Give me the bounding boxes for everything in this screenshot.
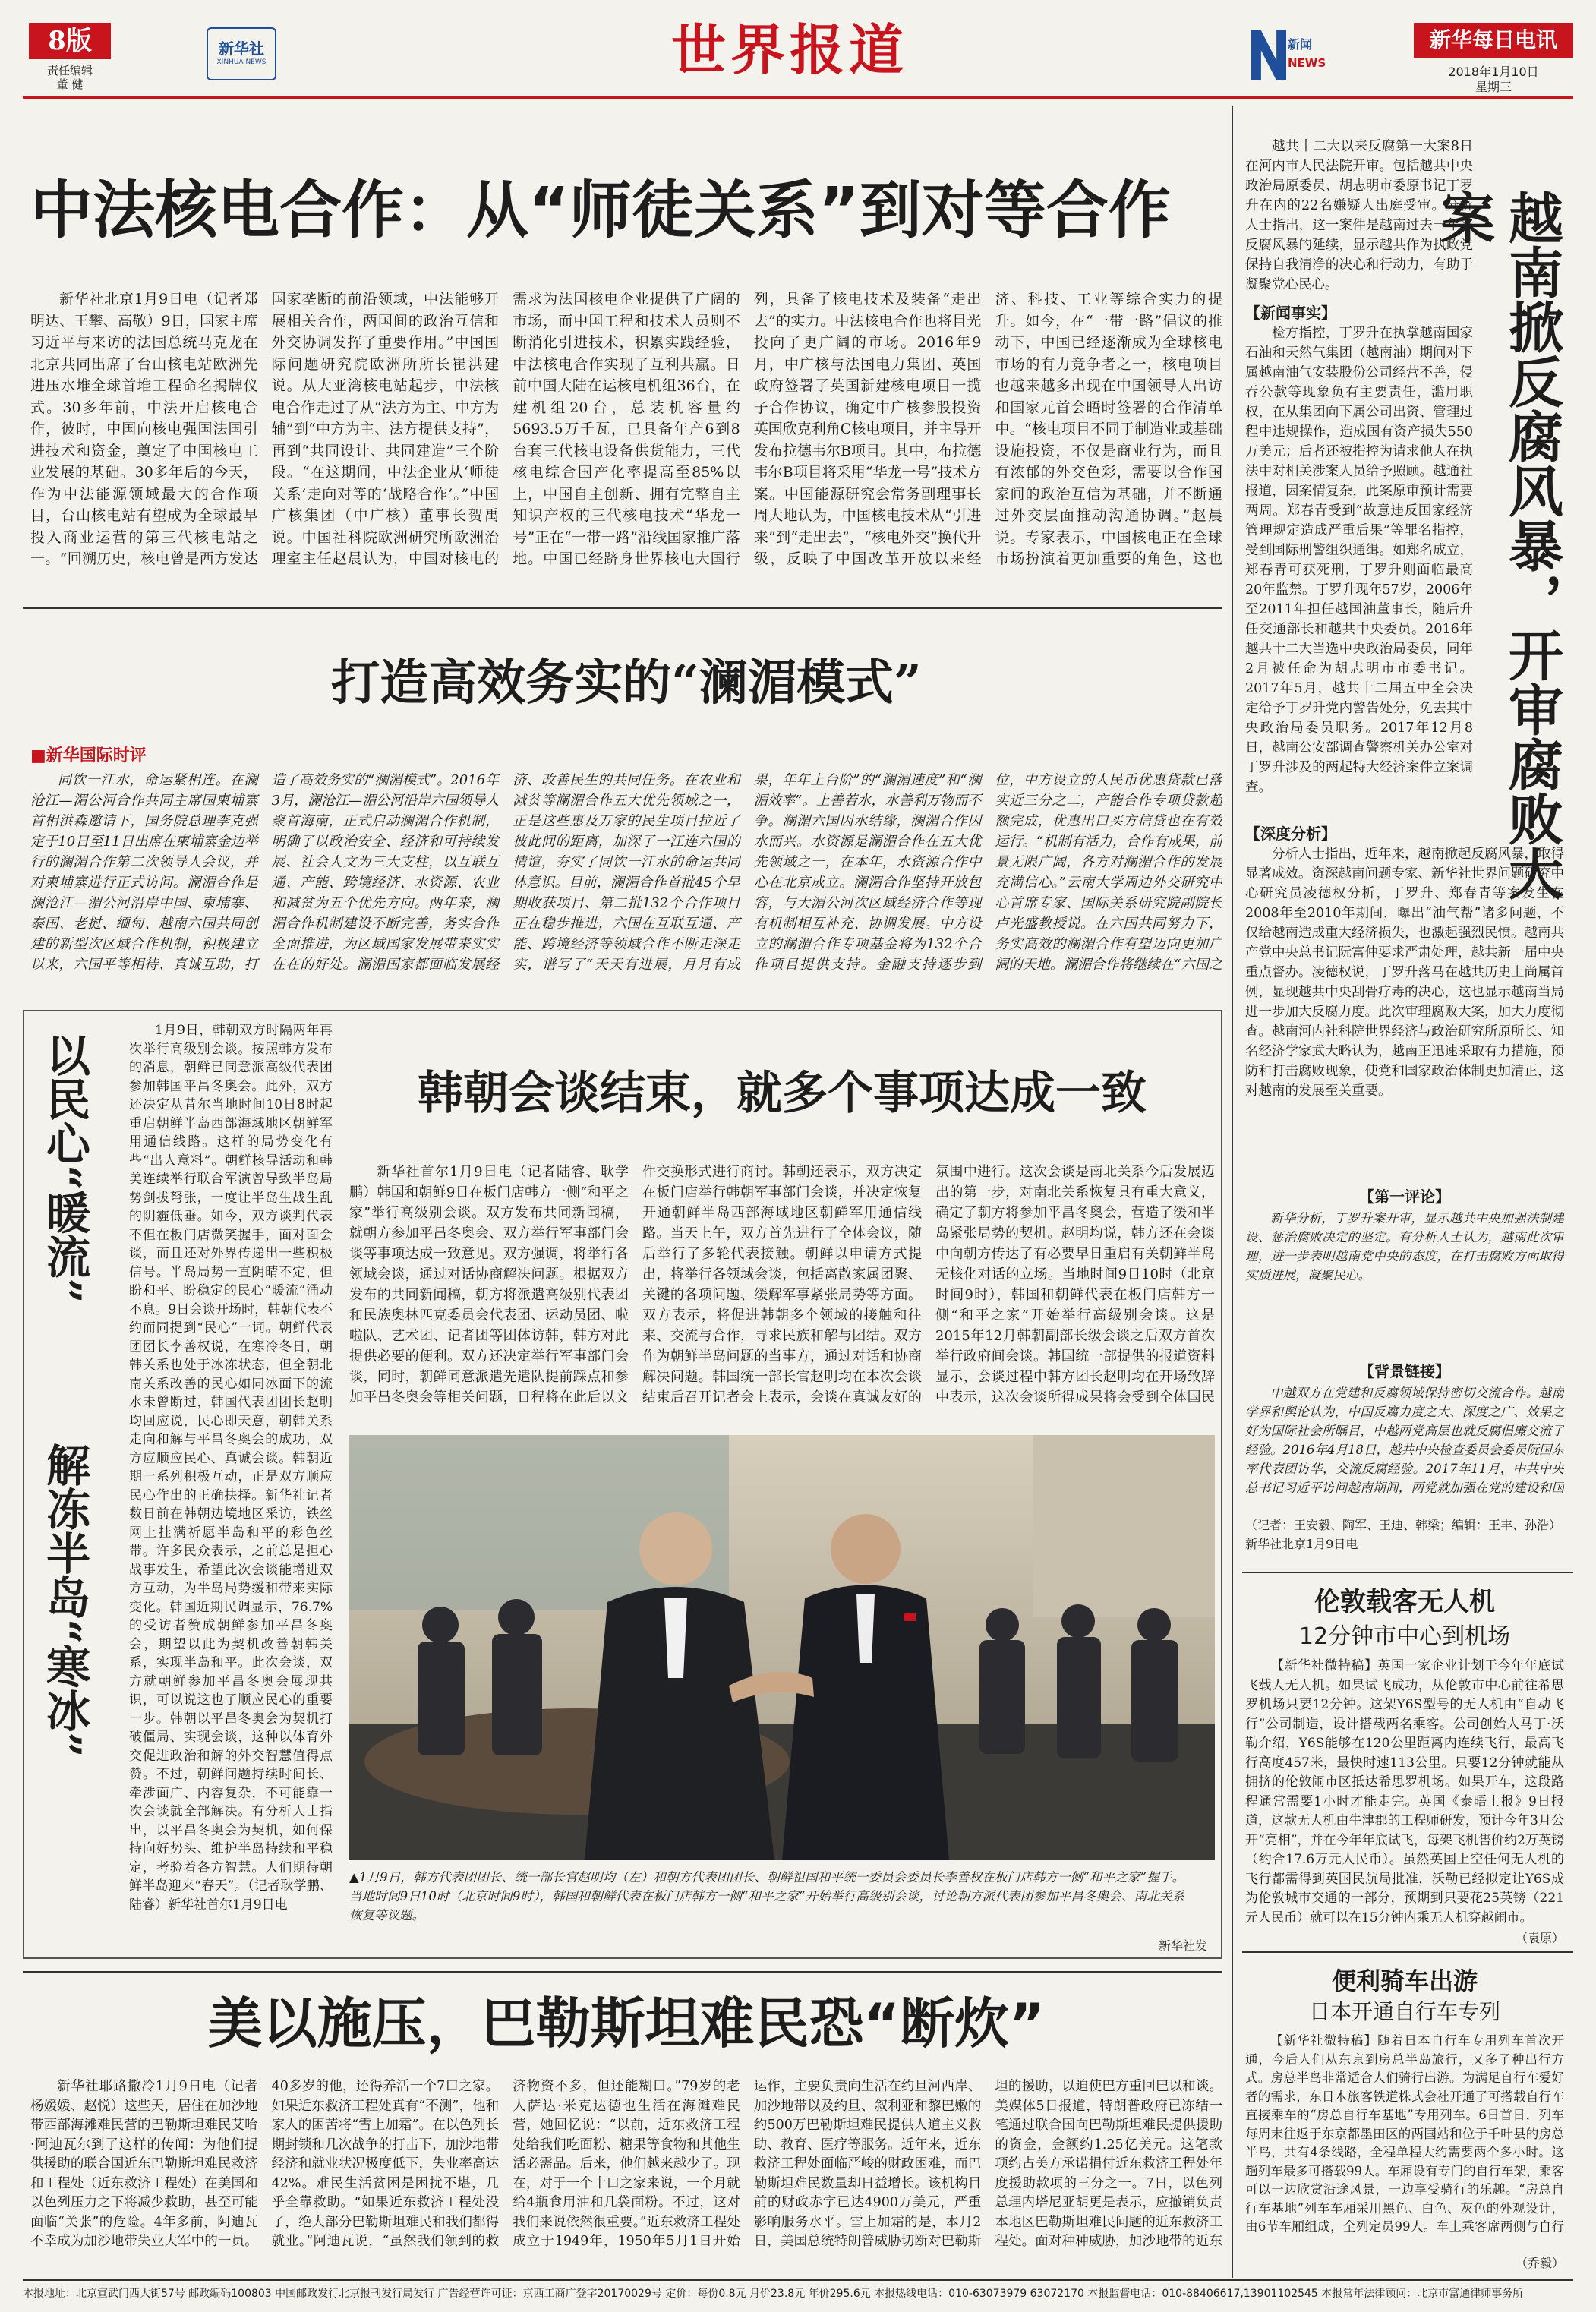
editor-label: 责任编辑 <box>46 64 93 77</box>
a4-body: 新华社耶路撒冷1月9日电（记者杨媛媛、赵悦）这些天，居住在加沙地带西部海滩难民营的巴勒斯坦难民艾哈·阿迪瓦尔到了这样的传闻：为他们提供援助的联合国近东巴勒斯坦难民救济和工程处（近东救济工程处）在美国和以色列压力之下将减少救助，甚至可能面临“关张”的危险。4年多前，阿迪瓦不幸成为加沙地带失业大军中的一员。40多岁的他，还得养活一个7口之家。如果近东救济工程处真有“不测”，他和家人的困苦将“雪上加霜”。在以色列长期封锁和几次战争的打击下，加沙地带经济和就业状况极度低下，失业率高达42%。难民生活贫困是困扰不堪，几乎全靠救助。“如果近东救济工程处没了，绝大部分巴勒斯坦难民和我们都得就业。”阿迪瓦说，“虽然我们领到的救济物资不多，但还能糊口。”79岁的老人萨达·米克达德也生活在海滩难民营，她回忆说：“以前，近东救济工程处给我们吃面粉、糖果等食物和其他生活必需品。后来，他们越来越少了。现在，对于一个十口之家来说，一个月就给4瓶食用油和几袋面粉。不过，这对我们来说依然很重要。”近东救济工程处成立于1949年，1950年5月1日开始运作，主要负责向生活在约旦河西岸、加沙地带以及约旦、叙利亚和黎巴嫩的约500万巴勒斯坦难民提供人道主义救助、教育、医疗等服务。近年来，近东救济工程处面临严峻的财政困难，而巴勒斯坦难民数量却日益增长。该机构目前的财政赤字已达4900万美元，严重影响服务水平。雪上加霜的是，本月2日，美国总统特朗普威胁切断对巴勒斯坦的援助，以迫使巴方重回巴以和谈。美媒体5日报道，特朗普政府已冻结一笔通过联合国向巴勒斯坦难民提供援助的资金，金额约1.25亿美元。这笔款项约占美方承诺捐付近东救济工程处年度援助款项的三分之一。7日，以色列总理内塔尼亚胡更是表示，应撤销负责本地区巴勒斯坦难民问题的近东救济工程处。面对种种威胁，加沙地带的近东 <box>30 2079 1222 2249</box>
a5-deep-body: 分析人士指出，近年来，越南掀起反腐风暴，取得显著成效。资深越南问题专家、新华社世界问题研究中心研究员凌德权分析，丁罗升、郑春青等案发生在2008年至2010年期间，曝出“油气帮”诸多问题，不仅给越南造成重大经济损失，也激起强烈民愤。越南共产党中央总书记阮富仲要求严肃处理，越共新一届中央重点督办。凌德权说，丁罗升落马在越共历史上尚属首例，显现越共中央刮骨疗毒的决心，这也显示越南当局进一步加大反腐力度。此次审理腐败大案，加大力度彻查。越南河内社科院世界经济与政治研究所原所长、知名经济学家武大略认为，越南正迅速采取有力措施，预防和打击腐败现象，使党和国家政治体制更加清正，这对越南的发展至关重要。 <box>1245 847 1564 1099</box>
a2-headline: 打造高效务实的“澜湄模式” <box>331 654 922 711</box>
a5-intro: 越共十二大以来反腐第一大案8日在河内市人民法院开审。包括越共中央政治局原委员、胡志明市委原书记丁罗升在内的22名嫌疑人出庭受审。分析人士指出，这一案件是越南过去一年来反腐风暴的延续，显示越共作为执政党保持自我清净的决心和行动力，有助于凝聚党心民心。 <box>1245 139 1473 292</box>
xinhua-logo-text: 新华社 <box>219 39 264 58</box>
a1-headline: 中法核电合作：从“师徒关系”到对等合作 <box>30 175 1171 247</box>
a3-side-body: 1月9日，韩朝双方时隔两年再次举行高级别会谈。按照韩方发布的消息，朝鲜已同意派高级代表团参加韩国平昌冬奥会。此外，双方还决定从昔尔当地时间10日8时起重启朝鲜半岛西部海域地区朝鲜军用通信线路。这样的局势变化有些“出人意料”。朝鲜核导活动和韩美连续举行联合军演曾导致半岛局势剑拔弩张，一度让半岛生战生乱的阴霾低垂。如今，双方谈判代表不但在板门店微笑握手，面对面会谈，而且还对外界传递出一些积极信号。半岛局势一直阴晴不定，但盼和平、盼稳定的民心“暖流”涌动不息。9日会谈开场时，韩朝代表不约而同提到“民心”一词。朝鲜代表团团长李善权说，在寒冷冬日，朝韩关系也处于冰冻状态，但全朝北南关系改善的民心如同冰面下的流水未曾断过，韩国代表团团长赵明均回应说，民心即天意，朝韩关系走向和解与平昌冬奥会的成功，双方应顺应民心、真诚会谈。韩朝近期一系列积极互动，正是双方顺应民心作出的正确抉择。新华社记者数日前在韩朝边境地区采访，铁丝网上挂满祈愿半岛和平的彩色丝带。许多民众表示，之前总是担心战事发生，希望此次会谈能增进双方互动，为半岛局势缓和带来实际变化。韩国近期民调显示，76.7%的受访者赞成朝鲜参加平昌冬奥会，期望以此为契机改善朝韩关系，实现半岛和平。此次会谈，双方就朝鲜参加平昌冬奥会展现共识，可以说这也了顺应民心的重要一步。韩朝以平昌冬奥会为契机打破僵局、实现会谈，这种以体育外交促进政治和解的外交智慧值得点赞。不过，朝鲜问题持续时间长、牵涉面广、内容复杂，不可能靠一次会谈就全部解决。有分析人士指出，以平昌冬奥会为契机，如何保持向好势头、维护半岛持续和平稳定，考验着各方智慧。人们期待朝鲜半岛迎来“春天”。（记者耿学鹏、陆睿）新华社首尔1月9日电 <box>129 1023 333 1913</box>
photo-scene <box>349 1435 1215 1860</box>
divider <box>1242 1951 1573 1953</box>
paper-name: 新华每日电讯 <box>1429 27 1557 52</box>
a4-headline: 美以施压，巴勒斯坦难民恐“断炊” <box>207 1992 1046 2055</box>
news-photo <box>349 1435 1215 1860</box>
divider <box>23 607 1222 609</box>
a6-headline-2: 12分钟市中心到机场 <box>1298 1623 1511 1650</box>
a5-deep-label: 【深度分析】 <box>1245 825 1336 843</box>
a5-news-body: 检方指控，丁罗升在执掌越南国家石油和天然气集团（越南油）期间对下属越南油气安装股份公司经营不善，侵吞公款等现象负有主要责任，滥用职权，在从集团向下属公司出资、管理过程中违规操作，造成国有资产损失550万美元；后者还被指控为请求他人在执法中对相关涉案人员给予照顾。越通社报道，因案情复杂，此案原审预计需要两周。郑春青受到“故意违反国家经济管理规定造成严重后果”等罪名指控，受到国际刑警组织通缉。如郑名成立，郑春青可获死刑，丁罗升则面临最高20年监禁。丁罗升现年57岁，2006年至2011年担任越国油董事长，随后升任交通部长和越共中央委员。2016年越共十二大当选中央政治局委员，同年2月被任命为胡志明市市委书记。2017年5月，越共十二届五中全会决定给予丁罗升党内警告处分，免去其中央政治局委员职务。2017年12月8日，越南公安部调查警察机关办公室对丁罗升涉及的两起特大经济案件立案调查。 <box>1245 326 1473 795</box>
a7-sign: （乔毅） <box>1515 2256 1564 2270</box>
column-divider <box>1232 106 1233 2278</box>
masthead <box>0 0 1596 94</box>
a5-bg-body: 中越双方在党建和反腐领域保持密切交流合作。越南学界和舆论认为，中国反腐力度之大、深度之广、效果之好为国际社会所瞩目，中越两党高层也就反腐倡廉交流了经验。2016年4月18日，越共中央检查委员会委员阮国东率代表团访华，交流反腐经验。2017年11月，中共中央总书记习近平访问越南期间，两党就加强在党的建设和国 <box>1245 1386 1564 1495</box>
footer-rule <box>23 2279 1573 2281</box>
issue-date: 2018年1月10日 <box>1448 65 1539 79</box>
xinhua-logo <box>207 27 276 80</box>
a5-sign: （记者：王安毅、陶军、王迪、韩梁；编辑：王丰、孙浩）新华社北京1月9日电 <box>1245 1518 1562 1551</box>
a1-body: 新华社北京1月9日电（记者郑明达、王攀、高敬）9日，国家主席习近平与来访的法国总统马克龙在北京共同出席了台山核电站欧洲先进压水堆全球首堆工程命名揭牌仪式。30多年前，中法开启核电合作，彼时，中国向核电强国法国引进技术和资金，奠定了中国核电工业发展的基础。30多年后的今天，作为中法能源领域最大的合作项目，台山核电站有望成为全球最早投入商业运营的第三代核电站之一。“回溯历史，核电曾是西方发达国家垄断的前沿领域，中法能够开展相关合作，两国间的政治互信和外交协调发挥了重要作用。”中国国际问题研究院欧洲所所长崔洪建说。从大亚湾核电站起步，中法核电合作走过了从“法方为主、中方为辅”到“中方为主、法方提供支持”，再到“共同设计、共同建造”三个阶段。“在这期间，中法企业从‘师徒关系’走向对等的‘战略合作’。”中国广核集团（中广核）董事长贺禹说。中国社科院欧洲研究所欧洲治理室主任赵晨认为，中国对核电的需求为法国核电企业提供了广阔的市场，而中国工程和技术人员则不断消化引进技术，积累实践经验，中法核电合作实现了互利共赢。日前中国大陆在运核电机组36台，在建机组20台，总装机容量约5693.5万千瓦，已具备年产6到8台套三代核电设备供货能力，三代核电综合国产化率提高至85%以上，中国自主创新、拥有完整自主知识产权的三代核电技术“华龙一号”正在“一带一路”沿线国家推广落地。中国已经跻身世界核电大国行列，具备了核电技术及装备“走出去”的实力。中法核电合作也将目光投向了更广阔的市场。2016年9月，中广核与法国电力集团、英国政府签署了英国新建核电项目一揽子合作协议，确定中广核参股投资英国欣克利角C核电项目，并主导开发布拉德韦尔B项目。其中，布拉德韦尔B项目将采用“华龙一号”技术方案。中国能源研究会常务副理事长周大地认为，中国核电技术从“引进来”到“走出去”，“核电外交”换代升级，反映了中国改革开放以来经济、科技、工业等综合实力的提升。如今，在“一带一路”倡议的推动下，中国已经逐渐成为全球核电市场的有力竞争者之一，核电项目也越来越多出现在中国领导人出访和国家元首会晤时签署的合作清单中。“核电项目不同于制造业或基础设施投资，不仅是商业行为，而且有浓郁的外交色彩，需要以合作国家间的政治互信为基础，并不断通过外交层面推动沟通协调。”赵晨说。专家表示，中国核电正在全球市场扮演着更加重要的角色，这也 <box>30 291 1222 567</box>
a6-sign: （袁原） <box>1515 1931 1564 1945</box>
a3-headline: 韩朝会谈结束，就多个事项达成一致 <box>418 1067 1147 1120</box>
divider <box>23 1971 1222 1973</box>
a5-vertical-headline: 越南掀反腐风暴，开审腐败大案 <box>1431 190 1564 901</box>
a6-headline-1: 伦敦载客无人机 <box>1314 1587 1495 1617</box>
a3-side-title-1: 以民心“暖流” <box>39 1033 90 1304</box>
editor-name: 董 健 <box>56 77 84 91</box>
a6-body: 【新华社微特稿】英国一家企业计划于今年年底试飞载人无人机。如果试飞成功，从伦敦市中心前往希思罗机场只要12分钟。这架Y6S型号的无人机由“自动飞行”公司制造，设计搭载两名乘客。公司创始人马丁·沃勒介绍，Y6S能够在120公里距离内连续飞行，最高飞行高度457米，最快时速113公里。只要12分钟就能从拥挤的伦敦闹市区抵达希思罗机场。如果开车，这段路程通常需要1小时才能走完。英国《泰晤士报》9日报道，这款无人机由牛津郡的工程师研发，预计今年3月公开“亮相”，并在今年年底试飞，每架飞机售价约2万英镑（约合17.6万元人民币）。虽然英国上空任何无人机的飞行都需得到英国民航局批准，沃勒已经拟定让Y6S成为伦敦城市交通的一部分，预期到只要花25英镑（221元人民币）就可以在15分钟内乘无人机穿越闹市。 <box>1245 1658 1564 1926</box>
page-number: 8版 <box>48 26 92 56</box>
section-title: 世界报道 <box>670 17 908 82</box>
page-number-box <box>29 23 111 59</box>
a3-side-title-2: 解冻半岛“寒冰” <box>39 1443 90 1758</box>
a7-headline-1: 便利骑车出游 <box>1331 1967 1478 1995</box>
a7-headline-2: 日本开通自行车专列 <box>1308 1999 1500 2024</box>
a5-news-label: 【新闻事实】 <box>1245 304 1336 322</box>
a3-body: 新华社首尔1月9日电（记者陆睿、耿学鹏）韩国和朝鲜9日在板门店韩方一侧“和平之家”举行高级别会谈。双方发布共同新闻稿，就朝方参加平昌冬奥会、双方举行军事部门会谈等事项达成一致意见。双方强调，将举行各领域会谈，通过对话协商解决问题。根据双方发布的共同新闻稿，朝方将派遣高级别代表团和民族奥林匹克委员会代表团、运动员团、啦啦队、艺术团、记者团等团体访韩，韩方对此提供必要的便利。双方还决定举行军事部门会谈，同时，朝鲜同意派遣先遣队提前踩点和参加平昌冬奥会等相关问题，日程将在此后以文件交换形式进行商讨。韩朝还表示，双方决定在板门店举行韩朝军事部门会谈，并决定恢复开通朝鲜半岛西部海域地区朝鲜军用通信线路。当天上午，双方首先进行了全体会议，随后举行了多轮代表接触。朝鲜以申请方式提出，将举行各领域会谈，包括离散家属团聚、关键的各项问题、缓解军事紧张局势等方面。双方表示，将促进韩朝多个领域的接触和往来、交流与合作，寻求民族和解与团结。双方作为朝鲜半岛问题的当事方，通过对话和协商解决问题。韩国统一部长官赵明均在本次会谈结束后召开记者会上表示，会谈在真诚友好的氛围中进行。这次会谈是南北关系今后发展迈出的第一步，对南北关系恢复具有重大意义，确定了朝方将参加平昌冬奥会，营造了缓和半岛紧张局势的契机。赵明均说，韩方还在会谈中向朝方传达了有必要早日重启有关朝鲜半岛无核化对话的立场。当地时间9日10时（北京时间9时），韩国和朝鲜代表在板门店韩方一侧“和平之家”开始举行高级别会谈。这是2015年12月韩朝副部长级会谈之后双方首次举行政府间会谈。韩国统一部提供的报道资料显示，会谈过程中韩方团长赵明均在开场致辞中表示，这次会谈所得成果将会受到全体国民 <box>349 1164 1215 1405</box>
a2-column-label: ■新华国际时评 <box>30 746 147 765</box>
news-logo-n <box>1251 30 1286 80</box>
a7-body: 【新华社微特稿】随着日本自行车专用列车首次开通，今后人们从东京到房总半岛旅行，又多了种出行方式。房总半岛非常适合人们骑行出游。为满足自行车爱好者的需求，东日本旅客铁道株式会社开通了可搭载自行车直接乘车的“房总自行车基地”专用列车。6日首日，列车每周末往返于东京都墨田区的两国站和位于千叶县的房总半岛，共有4条线路，全程单程大约需要两个多小时。这趟列车最多可搭载99人。车厢设有专门的自行车架，乘客可以一边欣赏沿途风景，一边享受骑行的乐趣。“房总自行车基地”列车车厢采用黑色、白色、灰色的外观设计，由6节车厢组成，全列定员99人。车上乘客席两侧与自行 <box>1245 2033 1564 2234</box>
masthead-rule <box>23 96 1573 99</box>
news-logo-text: 新闻 <box>1288 37 1313 52</box>
footer-text: 本报地址：北京宣武门西大街57号 邮政编码100803 中国邮政发行北京报刊发行局发行 广告经营许可证：京西工商广登字20170029号 定价：每份0.8元 月价23.8元 年价295.6元 本报热线电话：010-63073979 63072170 本报监督电话：010-88406617,13901102545 本报常年法律顾问：北京市富通律师事务所 <box>23 2288 1524 2300</box>
news-logo <box>1251 30 1327 84</box>
divider <box>1242 1572 1573 1573</box>
paper-name-box <box>1414 23 1573 58</box>
photo-credit: 新华社发 <box>1158 1938 1207 1953</box>
a2-body: 同饮一江水，命运紧相连。在澜沧江—湄公河合作共同主席国柬埔寨首相洪森邀请下，国务院总理李克强定于10日至11日出席在柬埔寨金边举行的澜湄合作第二次领导人会议，并对柬埔寨进行正式访问。澜湄合作是澜沧江—湄公河沿岸中国、柬埔寨、泰国、老挝、缅甸、越南六国共同创建的新型次区域合作机制，积极建立以来，六国平等相待、真诚互助，打造了高效务实的“澜湄模式”。2016年3月，澜沧江—湄公河沿岸六国领导人聚首海南，正式启动澜湄合作机制，明确了以政治安全、经济和可持续发展、社会人文为三大支柱，以互联互通、产能、跨境经济、水资源、农业和减贫为五个优先方向。两年来，澜湄合作机制建设不断完善，务实合作全面推进，为区域国家发展带来实实在在的好处。澜湄国家都面临发展经济、改善民生的共同任务。在农业和减贫等澜湄合作五大优先领域之一，正是这些惠及万家的民生项目拉近了彼此间的距离，加深了一江连六国的情谊，夯实了同饮一江水的命运共同体意识。目前，澜湄合作首批45个早期收获项目、第二批132个合作项目正在稳步推进，六国在互联互通、产能、跨境经济等领域合作不断走深走实，谱写了“天天有进展，月月有成果，年年上台阶”的“澜湄速度”和“澜湄效率”。上善若水，水善利万物而不争。澜湄六国因水结缘，澜湄合作因水而兴。水资源是澜湄合作在五大优先领域之一，在本年，水资源合作中心在北京成立。澜湄合作坚持开放包容，与大湄公河次区域经济合作等现有机制相互补充、协调发展。中方设立的澜湄合作专项基金将为132个合作项目提供支持。金融支持逐步到位，中方设立的人民币优惠贷款已落实近三分之二，产能合作专项贷款超额完成，优惠出口买方信贷也在有效运行。“机制有活力，合作有成果，前景无限广阔，各方对澜湄合作的发展充满信心。”云南大学周边外交研究中心首席专家、国际关系研究院副院长卢光盛教授说。在六国共同努力下，务实高效的澜湄合作有望迈向更加广阔的天地。澜湄合作将继续在“六国之 <box>30 772 1222 973</box>
a5-comment-label: 【第一评论】 <box>1359 1188 1450 1206</box>
news-logo-en: NEWS <box>1288 56 1326 70</box>
xinhua-logo-en: XINHUA NEWS <box>216 58 267 66</box>
a5-comment-body: 新华分析，丁罗升案开审，显示越共中央加强法制建设、惩治腐败决定的坚定。有分析人士认为，越南此次审理，进一步表明越南党中央的态度，在打击腐败方面取得实质进展，凝聚民心。 <box>1245 1211 1564 1282</box>
a5-bg-label: 【背景链接】 <box>1359 1362 1450 1380</box>
issue-weekday: 星期三 <box>1475 80 1512 94</box>
photo-caption: ▲1月9日，韩方代表团团长、统一部长官赵明均（左）和朝方代表团团长、朝鲜祖国和平统一委员会委员长李善权在板门店韩方一侧“和平之家”握手。当地时间9日10时（北京时间9时），韩国和朝鲜代表在板门店韩方一侧“和平之家”开始举行高级别会谈，讨论朝方派代表团参加平昌冬奥会、南北关系恢复等议题。 <box>349 1870 1184 1922</box>
